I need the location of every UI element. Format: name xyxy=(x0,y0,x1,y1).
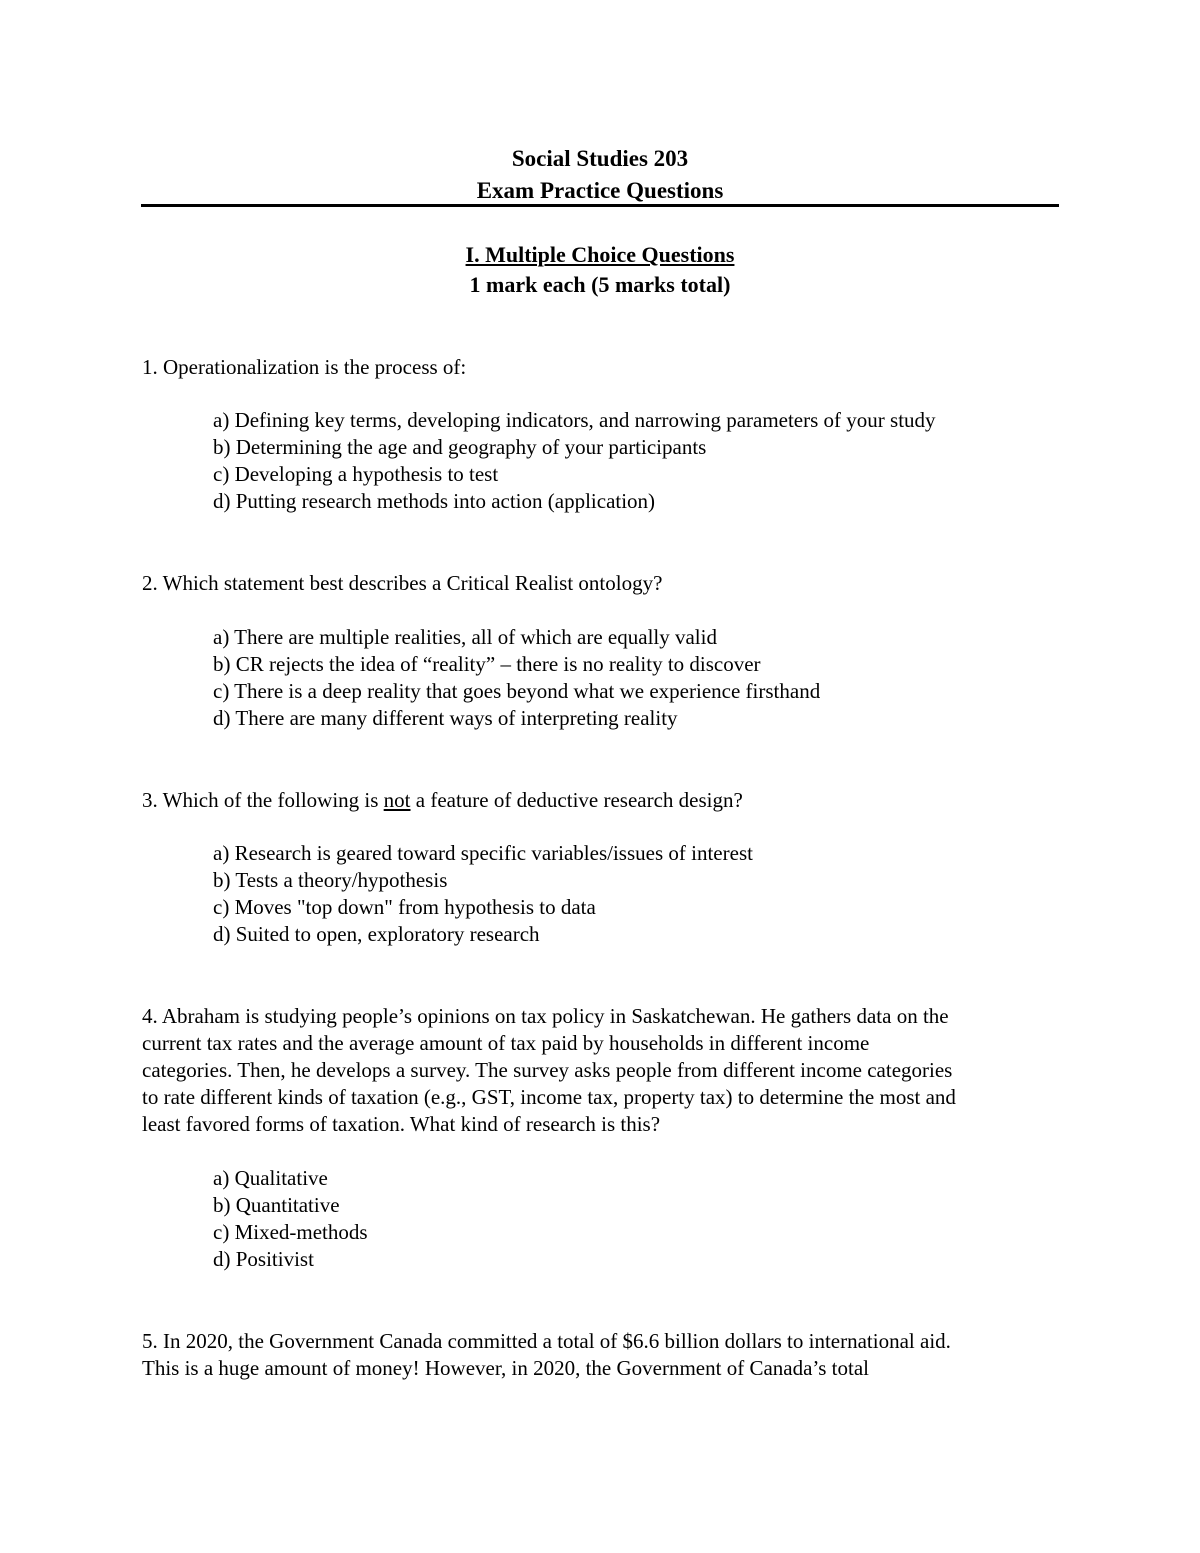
question-3 xyxy=(142,787,1062,814)
option-2b: b) CR rejects the idea of “reality” – there is no reality to discover xyxy=(213,652,761,676)
page-subtitle: Exam Practice Questions xyxy=(476,178,724,203)
option-2a: a) There are multiple realities, all of which are equally valid xyxy=(213,625,717,649)
question-4-line: current tax rates and the average amount of tax paid by households in different income xyxy=(142,1031,870,1055)
option-1a: a) Defining key terms, developing indicators, and narrowing parameters of your study xyxy=(213,408,936,432)
option-3c: c) Moves "top down" from hypothesis to data xyxy=(213,895,596,919)
option-1d: d) Putting research methods into action (application) xyxy=(213,489,656,513)
question-3-text-start: 3. Which of the following is xyxy=(142,788,384,812)
question-5-line: 5. In 2020, the Government Canada committed a total of $6.6 billion dollars to international aid. xyxy=(142,1329,951,1353)
question-2: 2. Which statement best describes a Critical Realist ontology? xyxy=(142,571,663,595)
option-4d: d) Positivist xyxy=(213,1247,314,1271)
option-1c: c) Developing a hypothesis to test xyxy=(213,462,499,486)
header-divider xyxy=(141,204,1059,207)
option-1b: b) Determining the age and geography of your participants xyxy=(213,435,707,459)
question-3-emphasis: not xyxy=(383,788,411,812)
question-1: 1. Operationalization is the process of: xyxy=(142,355,467,379)
option-3d: d) Suited to open, exploratory research xyxy=(213,922,540,946)
question-4-line: 4. Abraham is studying people’s opinions on tax policy in Saskatchewan. He gathers data on the xyxy=(142,1004,949,1028)
question-4-line: to rate different kinds of taxation (e.g., GST, income tax, property tax) to determine the most and xyxy=(142,1085,956,1109)
option-2d: d) There are many different ways of interpreting reality xyxy=(213,706,678,730)
question-1-options xyxy=(213,407,1093,515)
section-marks: 1 mark each (5 marks total) xyxy=(469,272,731,297)
option-3b: b) Tests a theory/hypothesis xyxy=(213,868,448,892)
option-4c: c) Mixed-methods xyxy=(213,1220,368,1244)
question-4-line: least favored forms of taxation. What kind of research is this? xyxy=(142,1112,661,1136)
section-title: I. Multiple Choice Questions xyxy=(465,242,735,267)
question-5 xyxy=(142,1328,1062,1382)
question-4-line: categories. Then, he develops a survey. The survey asks people from different income categories xyxy=(142,1058,953,1082)
question-5-line: This is a huge amount of money! However, in 2020, the Government of Canada’s total xyxy=(142,1356,869,1380)
question-3-text-end: a feature of deductive research design? xyxy=(410,788,743,812)
option-2c: c) There is a deep reality that goes beyond what we experience firsthand xyxy=(213,679,821,703)
question-4 xyxy=(142,1003,1062,1138)
question-2-options xyxy=(213,624,1093,732)
question-4-options xyxy=(213,1165,1093,1273)
option-4a: a) Qualitative xyxy=(213,1166,328,1190)
question-3-options xyxy=(213,840,1093,948)
option-4b: b) Quantitative xyxy=(213,1193,340,1217)
option-3a: a) Research is geared toward specific variables/issues of interest xyxy=(213,841,753,865)
course-title: Social Studies 203 xyxy=(511,146,689,171)
